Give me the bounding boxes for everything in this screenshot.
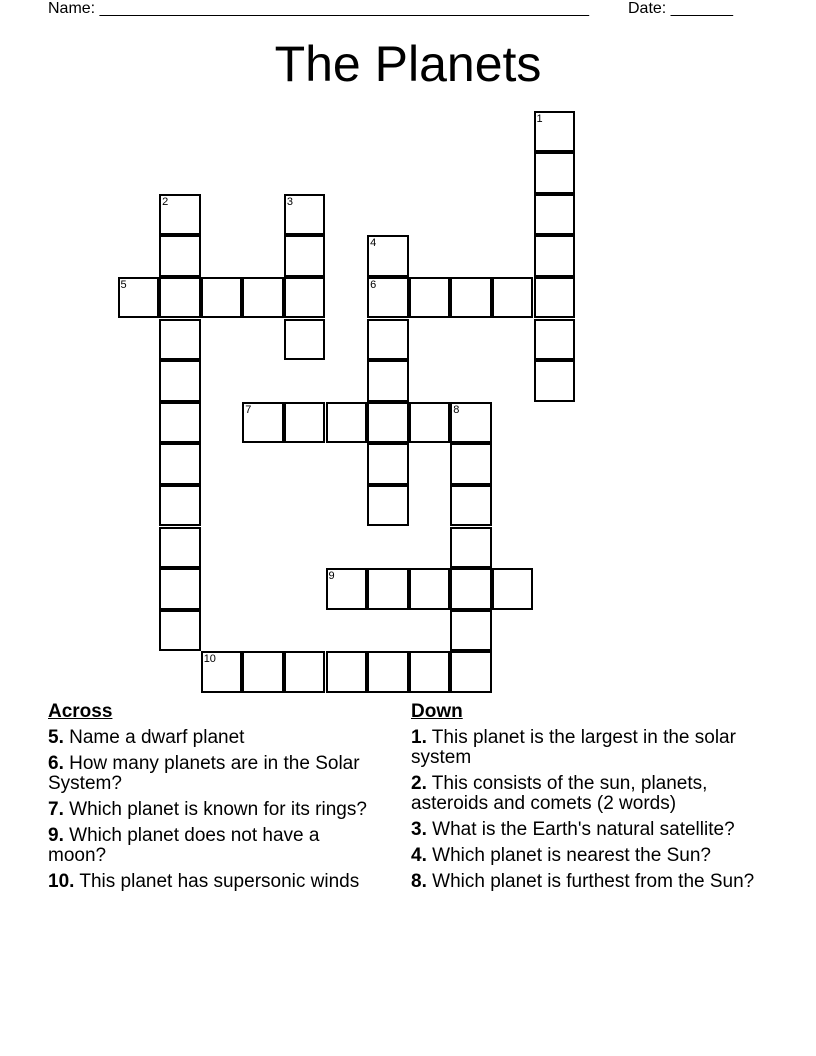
- down-heading: Down: [411, 701, 463, 722]
- across-clues: [48, 702, 378, 898]
- grid-cell[interactable]: [326, 402, 368, 444]
- grid-cell[interactable]: [534, 235, 576, 277]
- grid-cell[interactable]: [409, 568, 451, 610]
- across-clue: [48, 728, 378, 748]
- cell-number: 9: [328, 570, 335, 583]
- grid-cell[interactable]: [367, 235, 409, 277]
- clue-number: 3.: [411, 819, 427, 840]
- grid-cell[interactable]: [284, 194, 326, 236]
- clue-number: 1.: [411, 727, 427, 748]
- grid-cell[interactable]: [450, 485, 492, 527]
- down-clue: [411, 728, 756, 768]
- grid-cell[interactable]: [534, 111, 576, 153]
- grid-cell[interactable]: [450, 651, 492, 693]
- clue-number: 4.: [411, 845, 427, 866]
- grid-cell[interactable]: [450, 443, 492, 485]
- clue-text: Which planet does not have a moon?: [48, 825, 320, 866]
- date-field[interactable]: Date: _______: [628, 0, 733, 17]
- down-clue: [411, 846, 756, 866]
- grid-cell[interactable]: [159, 485, 201, 527]
- grid-cell[interactable]: [159, 402, 201, 444]
- grid-cell[interactable]: [409, 402, 451, 444]
- clue-text: What is the Earth's natural satellite?: [432, 819, 735, 840]
- grid-cell[interactable]: [450, 610, 492, 652]
- cell-number: 3: [286, 195, 294, 208]
- cell-number: 8: [453, 403, 460, 416]
- grid-cell[interactable]: [534, 277, 576, 319]
- grid-cell[interactable]: [159, 527, 201, 569]
- grid-cell[interactable]: [450, 568, 492, 610]
- grid-cell[interactable]: [242, 651, 284, 693]
- down-clue: [411, 872, 756, 892]
- clue-text: Which planet is furthest from the Sun?: [432, 871, 755, 892]
- grid-cell[interactable]: [367, 402, 409, 444]
- clue-number: 2.: [411, 773, 427, 794]
- grid-cell[interactable]: [367, 277, 409, 319]
- clue-text: This planet has supersonic winds: [79, 871, 360, 892]
- grid-cell[interactable]: [159, 194, 201, 236]
- grid-cell[interactable]: [159, 235, 201, 277]
- grid-cell[interactable]: [367, 485, 409, 527]
- cell-number: 2: [162, 195, 169, 208]
- grid-cell[interactable]: [492, 568, 534, 610]
- grid-cell[interactable]: [326, 568, 368, 610]
- grid-cell[interactable]: [159, 319, 201, 361]
- cell-number: 6: [370, 278, 377, 291]
- cell-number: 4: [370, 237, 377, 250]
- grid-cell[interactable]: [159, 360, 201, 402]
- grid-cell[interactable]: [534, 360, 576, 402]
- down-clue: [411, 774, 756, 814]
- grid-cell[interactable]: [534, 194, 576, 236]
- clue-number: 10.: [48, 871, 75, 892]
- across-clue: [48, 872, 378, 892]
- grid-cell[interactable]: [367, 568, 409, 610]
- across-clue: [48, 826, 378, 866]
- cell-number: 10: [203, 653, 216, 666]
- page-title: The Planets: [274, 36, 542, 92]
- grid-cell[interactable]: [409, 277, 451, 319]
- clue-text: Which planet is known for its rings?: [69, 799, 367, 820]
- header: [48, 0, 742, 22]
- grid-cell[interactable]: [159, 568, 201, 610]
- grid-cell[interactable]: [450, 277, 492, 319]
- clue-text: This consists of the sun, planets, asteroids and comets (2 words): [411, 773, 708, 814]
- grid-cell[interactable]: [409, 651, 451, 693]
- grid-cell[interactable]: [492, 277, 534, 319]
- grid-cell[interactable]: [284, 277, 326, 319]
- clue-text: How many planets are in the Solar System?: [48, 753, 360, 794]
- clue-number: 6.: [48, 753, 64, 774]
- grid-cell[interactable]: [450, 527, 492, 569]
- grid-cell[interactable]: [201, 651, 243, 693]
- cell-number: 7: [245, 403, 252, 416]
- cell-number: 1: [536, 112, 543, 125]
- cell-number: 5: [120, 278, 127, 291]
- grid-cell[interactable]: [242, 277, 284, 319]
- grid-cell[interactable]: [159, 277, 201, 319]
- clue-number: 8.: [411, 871, 427, 892]
- grid-cell[interactable]: [284, 651, 326, 693]
- grid-cell[interactable]: [284, 235, 326, 277]
- across-heading: Across: [48, 701, 113, 722]
- grid-cell[interactable]: [367, 319, 409, 361]
- across-clue: [48, 754, 378, 794]
- grid-cell[interactable]: [284, 319, 326, 361]
- down-clue: [411, 820, 756, 840]
- clue-text: Which planet is nearest the Sun?: [432, 845, 711, 866]
- clue-text: Name a dwarf planet: [69, 727, 245, 748]
- grid-cell[interactable]: [284, 402, 326, 444]
- grid-cell[interactable]: [326, 651, 368, 693]
- name-field[interactable]: Name: _______________________________________________________: [48, 0, 589, 17]
- grid-cell[interactable]: [242, 402, 284, 444]
- grid-cell[interactable]: [201, 277, 243, 319]
- clue-text: This planet is the largest in the solar system: [411, 727, 736, 768]
- grid-cell[interactable]: [534, 319, 576, 361]
- down-clues: [411, 702, 756, 898]
- clue-number: 7.: [48, 799, 64, 820]
- grid-cell[interactable]: [159, 443, 201, 485]
- grid-cell[interactable]: [367, 443, 409, 485]
- grid-cell[interactable]: [367, 651, 409, 693]
- clue-number: 9.: [48, 825, 64, 846]
- grid-cell[interactable]: [534, 152, 576, 194]
- clue-number: 5.: [48, 727, 64, 748]
- grid-cell[interactable]: [450, 402, 492, 444]
- grid-cell[interactable]: [159, 610, 201, 652]
- grid-cell[interactable]: [367, 360, 409, 402]
- across-clue: [48, 800, 378, 820]
- grid-cell[interactable]: [118, 277, 160, 319]
